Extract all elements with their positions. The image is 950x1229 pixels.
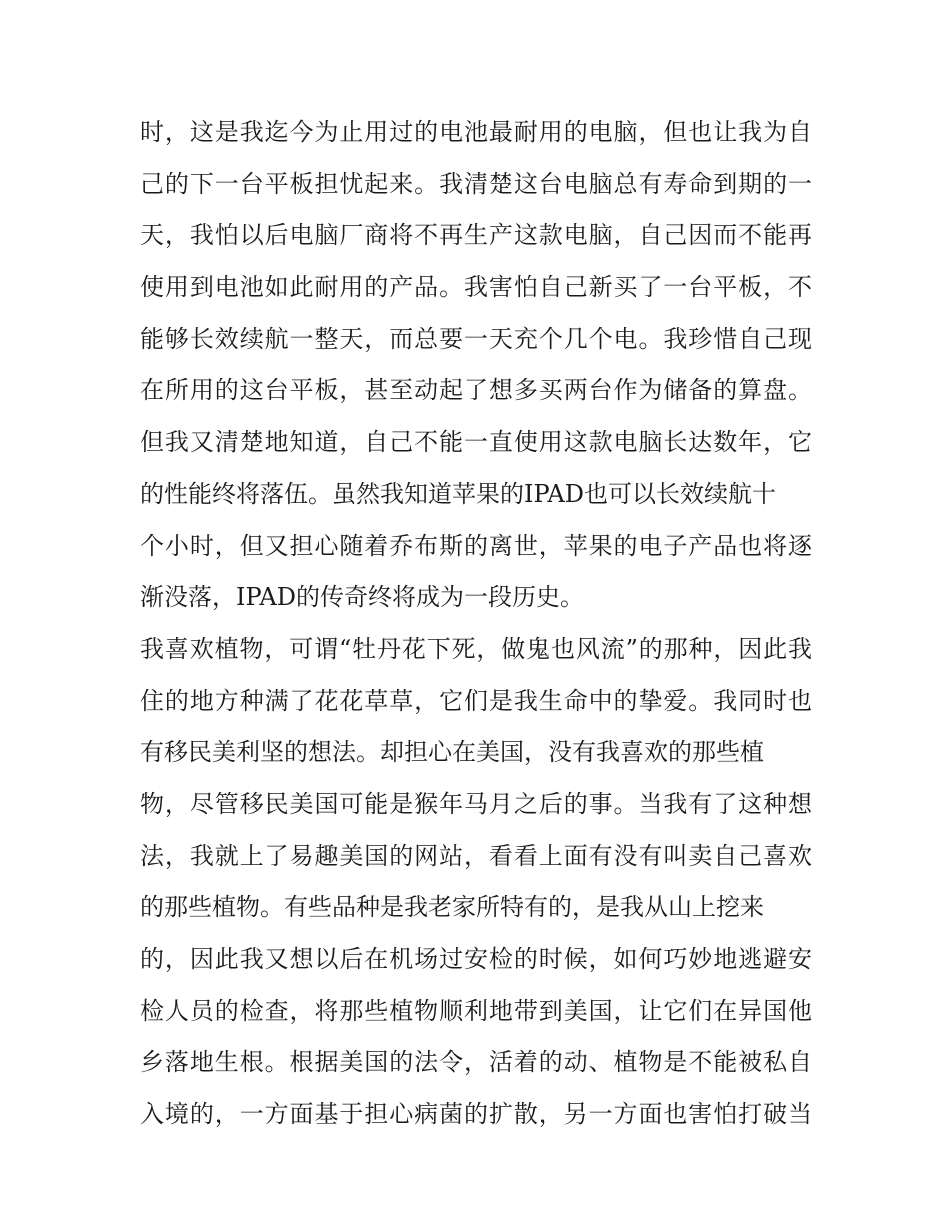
text-line: 有移民美利坚的想法。却担心在美国，没有我喜欢的那些植 — [140, 738, 764, 767]
text-line: 使用到电池如此耐用的产品。我害怕自己新买了一台平板，不 — [140, 273, 812, 302]
paragraph-2 — [140, 624, 812, 1141]
text-line: 法，我就上了易趣美国的网站，看看上面有没有叫卖自己喜欢 — [140, 841, 812, 870]
text-line: 时，这是我迄今为止用过的电池最耐用的电脑，但也让我为自 — [140, 118, 812, 146]
text-line: 乡落地生根。根据美国的法令，活着的动、植物是不能被私自 — [140, 1048, 812, 1077]
text-line: 的那些植物。有些品种是我老家所特有的，是我从山上挖来 — [140, 893, 764, 922]
text-line: 但我又清楚地知道，自己不能一直使用这款电脑长达数年，它 — [140, 428, 812, 457]
text-line: 检人员的检查，将那些植物顺利地带到美国，让它们在异国他 — [140, 996, 812, 1025]
text-line: 的，因此我又想以后在机场过安检的时候，如何巧妙地逃避安 — [140, 945, 812, 973]
text-line: 在所用的这台平板，甚至动起了想多买两台作为储备的算盘。 — [140, 376, 812, 405]
text-line: 己的下一台平板担忧起来。我清楚这台电脑总有寿命到期的一 — [140, 169, 812, 198]
text-line: 天，我怕以后电脑厂商将不再生产这款电脑，自己因而不能再 — [140, 221, 812, 250]
paragraph-1 — [140, 107, 812, 624]
text-line: 我喜欢植物，可谓“牡丹花下死，做鬼也风流”的那种，因此我 — [140, 634, 812, 663]
text-line: 渐没落，IPAD的传奇终将成为一段历史。 — [140, 583, 584, 612]
text-line: 入境的，一方面基于担心病菌的扩散，另一方面也害怕打破当 — [140, 1100, 812, 1129]
text-line: 物，尽管移民美国可能是猴年马月之后的事。当我有了这种想 — [140, 789, 812, 818]
text-line: 住的地方种满了花花草草，它们是我生命中的挚爱。我同时也 — [140, 686, 812, 715]
text-line: 能够长效续航一整天，而总要一天充个几个电。我珍惜自己现 — [140, 324, 812, 353]
text-line: 的性能终将落伍。虽然我知道苹果的IPAD也可以长效续航十 — [140, 479, 776, 508]
text-line: 个小时，但又担心随着乔布斯的离世，苹果的电子产品也将逐 — [140, 531, 812, 560]
document-body — [140, 107, 812, 1141]
